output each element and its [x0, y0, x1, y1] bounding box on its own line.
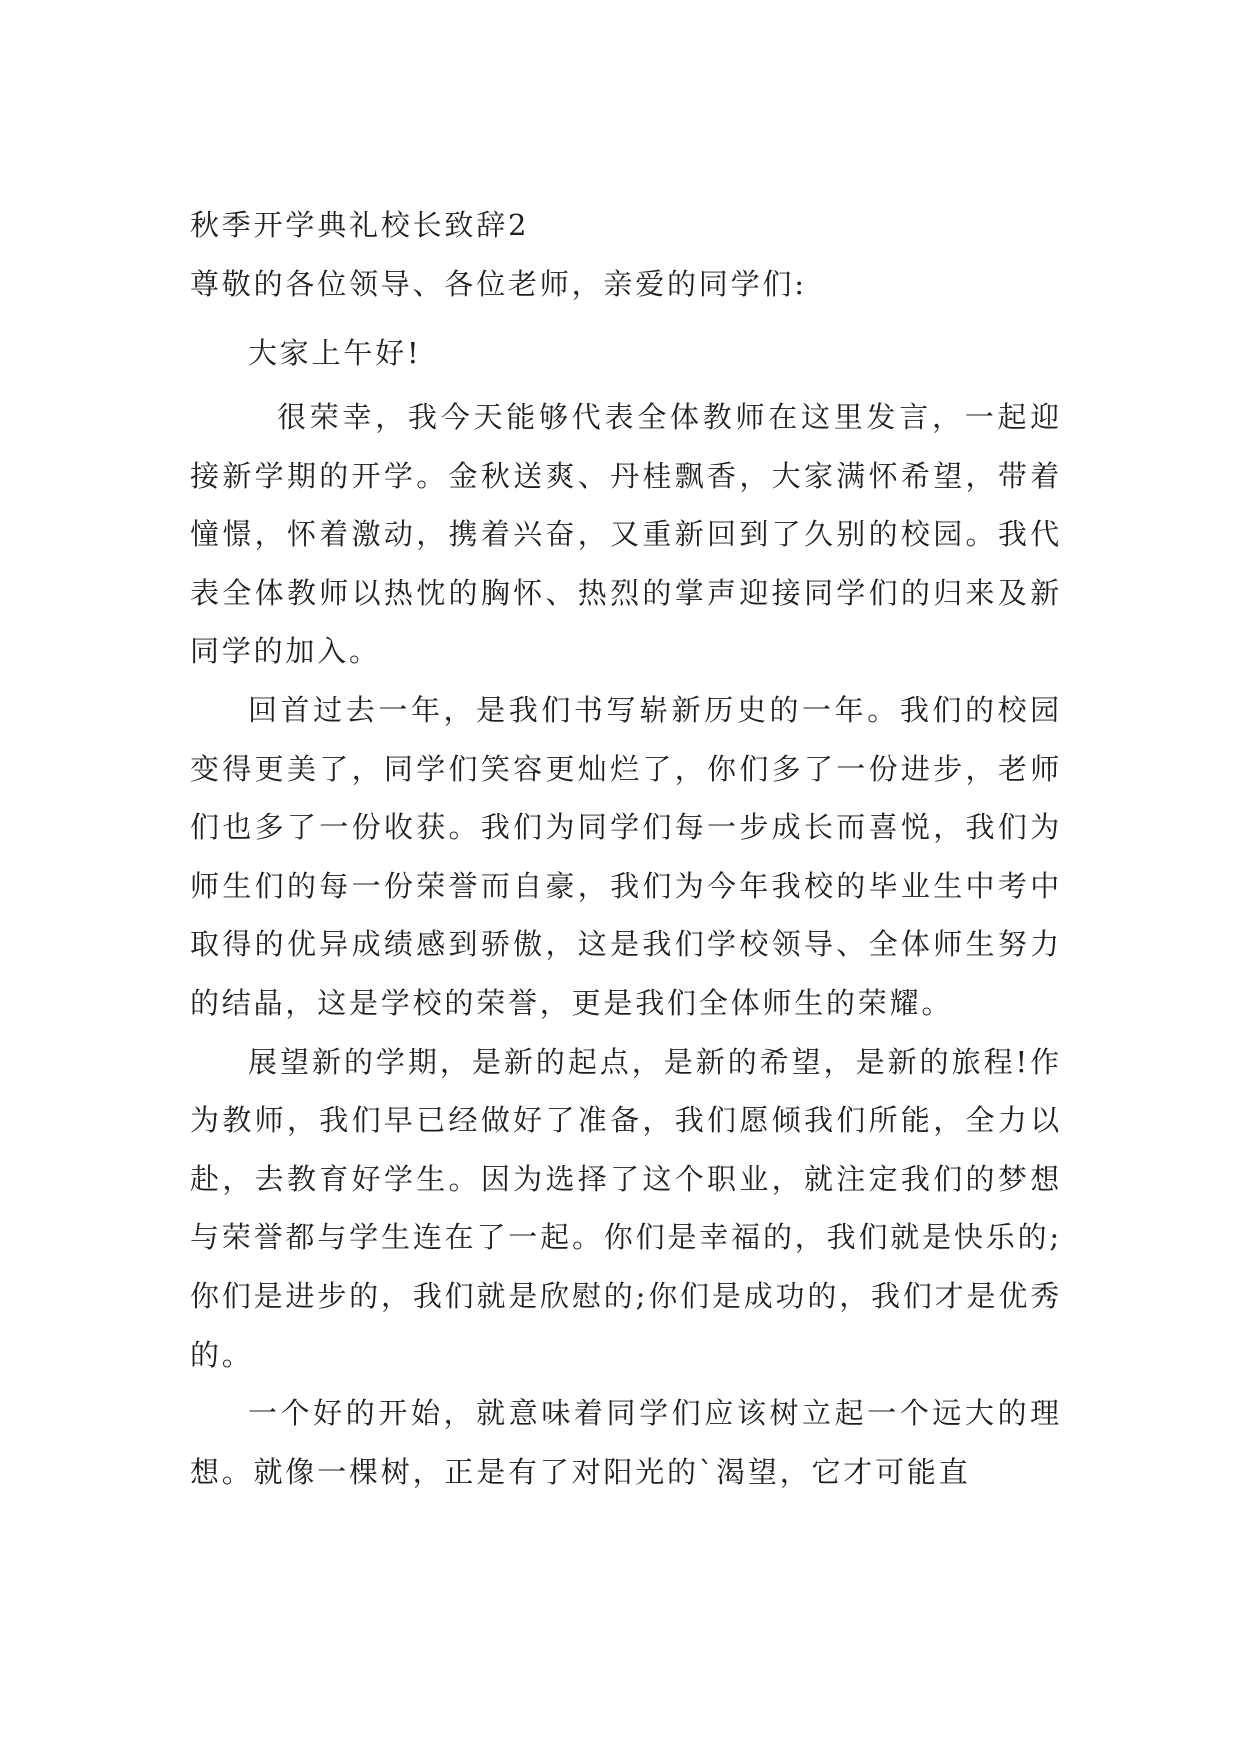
- document-body: [190, 198, 1062, 1501]
- paragraph-ideals: 一个好的开始，就意味着同学们应该树立起一个远大的理想。就像一棵树，正是有了对阳光的`渴望，它才可能直: [190, 1396, 1062, 1489]
- paragraph-outlook: 展望新的学期，是新的起点，是新的希望，是新的旅程!作为教师，我们早已经做好了准备，我们愿倾我们所能，全力以赴，去教育好学生。因为选择了这个职业，就注定我们的梦想与荣誉都与学生连在了一起。你们是幸福的，我们就是快乐的;你们是进步的，我们就是欣慰的;你们是成功的，我们才是优秀的。: [190, 1044, 1062, 1372]
- paragraph-review: 回首过去一年，是我们书写崭新历史的一年。我们的校园变得更美了，同学们笑容更灿烂了，你们多了一份进步，老师们也多了一份收获。我们为同学们每一步成长而喜悦，我们为师生们的每一份荣誉而自豪，我们为今年我校的毕业生中考中取得的优异成绩感到骄傲，这是我们学校领导、全体师生努力的结晶，这是学校的荣誉，更是我们全体师生的荣耀。: [190, 692, 1062, 1020]
- salutation: 尊敬的各位领导、各位老师，亲爱的同学们:: [190, 267, 807, 301]
- document-title: 秋季开学典礼校长致辞2: [190, 208, 530, 242]
- greeting: 大家上午好!: [248, 336, 422, 370]
- paragraph-welcome: 很荣幸，我今天能够代表全体教师在这里发言，一起迎接新学期的开学。金秋送爽、丹桂飘香，大家满怀希望，带着憧憬，怀着激动，携着兴奋，又重新回到了久别的校园。我代表全体教师以热忱的胸怀、热烈的掌声迎接同学们的归来及新同学的加入。: [190, 400, 1062, 669]
